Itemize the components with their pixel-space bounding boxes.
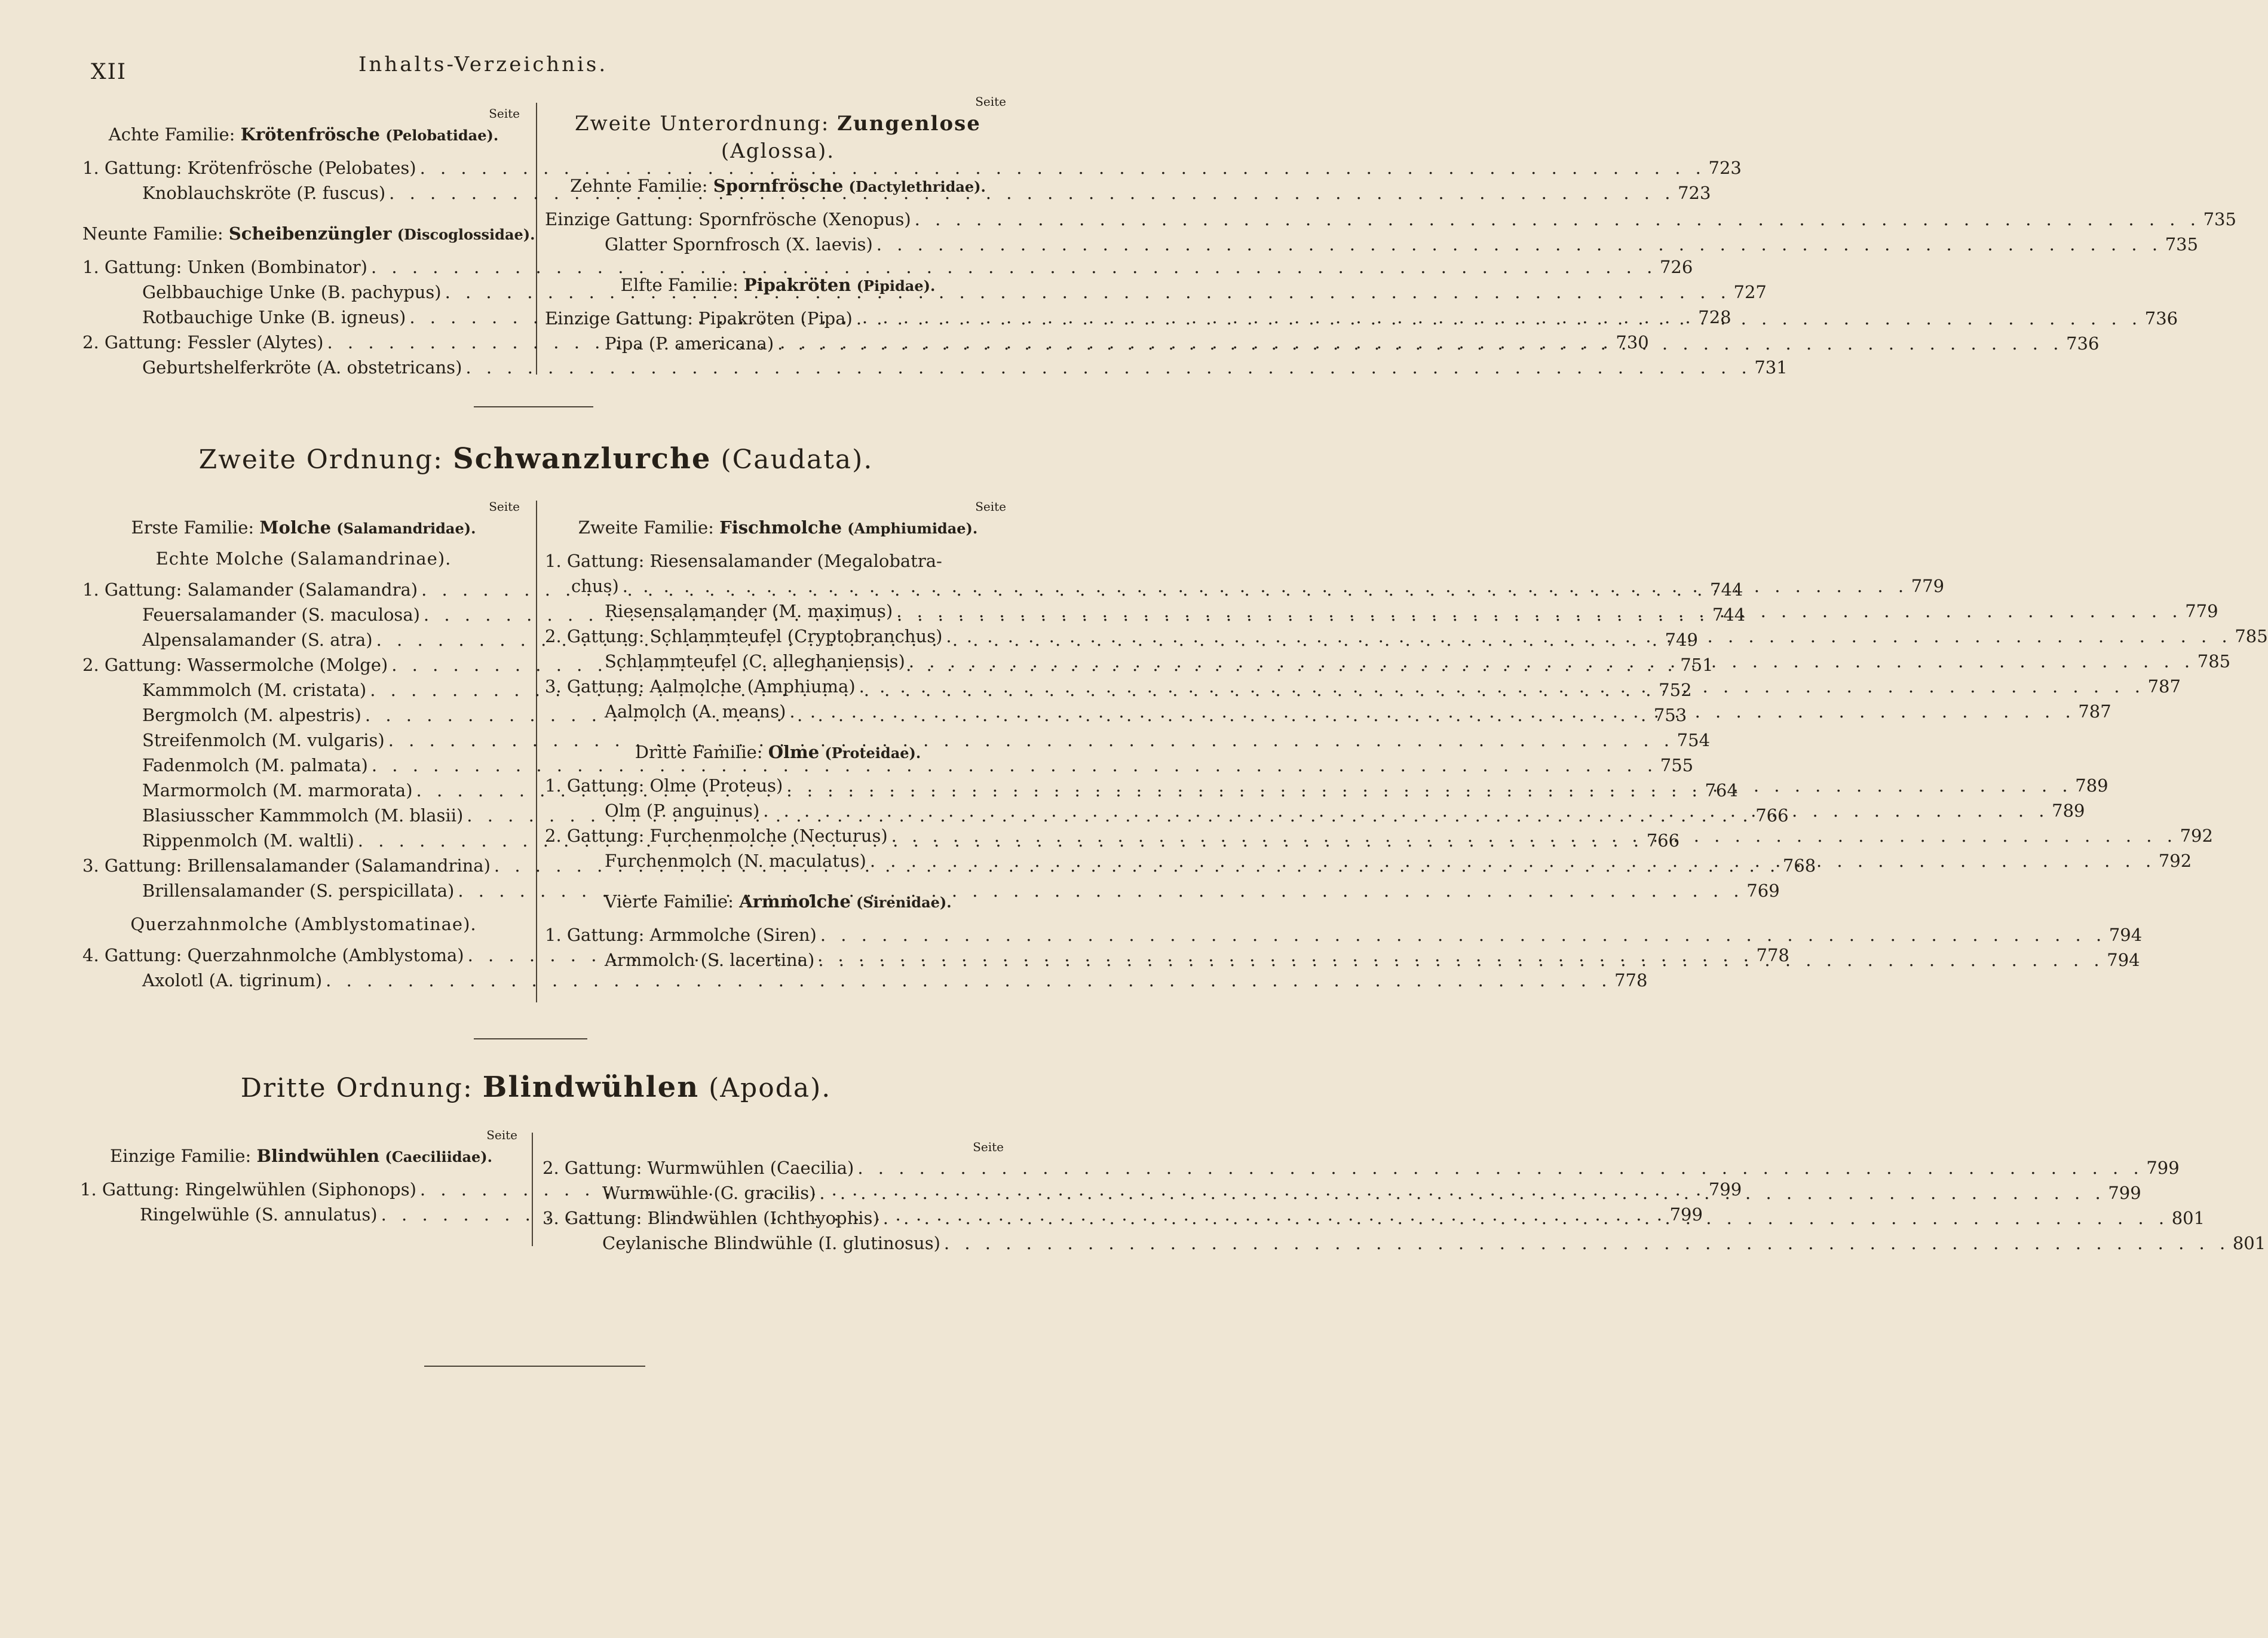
entry-text: Glatter Spornfrosch (X. laevis) <box>605 234 873 254</box>
page-ref: 730 <box>1616 332 1649 352</box>
family-latin: (Amphiumidae). <box>847 520 978 537</box>
entry-text: 1. Gattung: Salamander (Salamandra) <box>82 579 418 600</box>
toc-entry <box>545 548 1011 573</box>
family-heading <box>82 124 525 145</box>
family-name: Scheibenzüngler <box>228 223 392 244</box>
entry-text: Armmolch (S. lacertina) <box>605 950 815 970</box>
entry-text: Ringelwühle (S. annulatus) <box>140 1204 378 1225</box>
entry-text: 2. Gattung: Wurmwühlen (Caecilia) <box>543 1158 854 1178</box>
entry-text: Riesensalamander (M. maximus) <box>605 601 893 621</box>
entry-text: Fadenmolch (M. palmata) <box>142 755 368 775</box>
family-prefix: Erste Familie: <box>131 517 255 538</box>
family-name: Armmolche <box>739 891 851 912</box>
entry-text: Axolotl (A. tigrinum) <box>142 970 323 990</box>
page-ref: 749 <box>1665 630 1698 650</box>
family-heading <box>82 517 525 538</box>
page-ref: 799 <box>2108 1183 2141 1203</box>
family-name: Olme <box>768 742 820 762</box>
page-ref: 785 <box>2235 626 2268 646</box>
entry-text: 1. Gattung: Krötenfrösche (Pelobates) <box>82 158 416 178</box>
leader-dots <box>786 699 2075 724</box>
family-name: Fischmolche <box>719 517 842 538</box>
family-name: Blindwühlen <box>256 1146 380 1166</box>
page-ref: 768 <box>1782 855 1816 876</box>
family-latin: (Discoglossidae). <box>397 226 535 243</box>
leader-dots <box>856 674 2145 699</box>
suborder-prefix: Zweite Unterordnung: <box>575 112 830 136</box>
order-prefix: Zweite Ordnung: <box>198 444 443 475</box>
seite-label: Seite <box>975 499 1006 514</box>
leader-dots <box>940 1231 2230 1256</box>
page-ref: 794 <box>2108 925 2143 945</box>
entry-text: 1. Gattung: Ringelwühlen (Siphonops) <box>80 1179 416 1200</box>
entry-text: Olm (P. anguinus) <box>605 800 760 821</box>
page-ref: 779 <box>2185 601 2218 621</box>
page-ref: 778 <box>1614 970 1648 990</box>
page-ref: 779 <box>1911 576 1945 596</box>
entry-text: Aalmolch (A. means) <box>605 701 786 722</box>
page-ref: 766 <box>1755 805 1789 826</box>
page-ref: 766 <box>1646 830 1680 851</box>
entry-text: Knoblauchskröte (P. fuscus) <box>142 183 386 203</box>
leader-dots <box>888 823 2177 848</box>
page-ref: 744 <box>1712 605 1746 625</box>
toc-entry <box>545 922 2143 947</box>
family-latin: (Proteidae). <box>825 744 921 762</box>
leader-dots <box>866 848 2156 873</box>
entry-text: Geburtshelferkröte (A. obstetricans) <box>142 357 462 378</box>
entry-text: Feuersalamander (S. maculosa) <box>142 605 420 625</box>
suborder-name: Zungenlose <box>837 112 981 136</box>
leader-dots <box>814 947 2104 973</box>
page-ref: 799 <box>2146 1158 2180 1178</box>
section-rule <box>474 1038 587 1039</box>
leader-dots <box>759 798 2049 823</box>
toc-entry <box>82 254 1693 280</box>
family-prefix: Dritte Familie: <box>635 742 763 762</box>
page-ref: 728 <box>1698 307 1731 327</box>
entry-text: Gelbbauchige Unke (B. pachypus) <box>142 282 442 302</box>
order-latin: (Caudata). <box>721 444 874 475</box>
family-name: Spornfrösche <box>713 176 844 196</box>
toc-entry <box>82 968 1648 993</box>
family-latin: (Salamandridae). <box>336 520 476 537</box>
page-ref: 792 <box>2180 826 2213 846</box>
toc-entry <box>543 1231 2266 1256</box>
entry-text: Bergmolch (M. alpestris) <box>142 705 361 725</box>
family-prefix: Zehnte Familie: <box>570 176 708 196</box>
entry-text: Ceylanische Blindwühle (I. glutinosus) <box>602 1233 940 1253</box>
order-latin: (Apoda). <box>709 1073 832 1103</box>
page-ref: 787 <box>2147 676 2181 697</box>
seite-label: Seite <box>489 499 520 514</box>
toc-entry <box>543 1155 2180 1180</box>
entry-text: Marmormolch (M. marmorata) <box>142 780 413 800</box>
page-ref: 778 <box>1756 945 1789 965</box>
family-heading <box>545 176 1011 196</box>
entry-text: Brillensalamander (S. perspicillata) <box>142 881 455 901</box>
entry-text: 1. Gattung: Olme (Proteus) <box>545 775 783 796</box>
page-ref: 789 <box>2052 800 2085 821</box>
entry-text: Schlammteufel (C. alleghaniensis) <box>605 651 905 671</box>
leader-dots <box>816 1180 2105 1206</box>
family-name: Molche <box>259 517 332 538</box>
page-ref: 744 <box>1710 579 1743 600</box>
page-ref: 789 <box>2075 775 2108 796</box>
entry-text: chus) <box>571 576 619 596</box>
page-ref: 731 <box>1754 357 1788 378</box>
family-prefix: Zweite Familie: <box>578 517 714 538</box>
entry-text: Alpensalamander (S. atra) <box>142 630 373 650</box>
page-ref: 752 <box>1659 680 1692 700</box>
page-ref: 792 <box>2158 851 2192 871</box>
suborder-latin: (Aglossa). <box>721 139 835 163</box>
leader-dots <box>873 232 2162 257</box>
page-ref: 764 <box>1705 780 1738 800</box>
entry-text: Kammmolch (M. cristata) <box>142 680 367 700</box>
family-latin: (Sirenidae). <box>856 894 952 911</box>
entry-list <box>543 1155 2266 1256</box>
leader-dots <box>619 573 1908 599</box>
family-prefix: Einzige Familie: <box>109 1146 252 1166</box>
page-ref: 754 <box>1677 730 1711 750</box>
section-rule <box>474 406 593 407</box>
toc-entry <box>82 155 1742 180</box>
entry-text: 1. Gattung: Riesensalamander (Megalobatra- <box>545 551 942 571</box>
page-ref: 735 <box>2165 234 2199 254</box>
leader-dots <box>783 773 2072 798</box>
family-latin: (Pipidae). <box>856 277 936 295</box>
family-prefix: Vierte Familie: <box>604 891 734 912</box>
leader-dots <box>893 599 2182 624</box>
entry-text: 2. Gattung: Wassermolche (Molge) <box>82 655 388 675</box>
entry-text: 4. Gattung: Querzahnmolche (Amblystoma) <box>82 945 464 965</box>
page-number: XII <box>91 60 127 84</box>
seite-label: Seite <box>975 94 1006 109</box>
toc-entry <box>545 232 2199 257</box>
page-ref: 751 <box>1680 655 1714 675</box>
entry-text: 3. Gattung: Brillensalamander (Salamandrina) <box>82 855 491 876</box>
entry-text: Pipa (P. americana) <box>605 333 774 354</box>
entry-text: 1. Gattung: Unken (Bombinator) <box>82 257 367 277</box>
family-prefix: Elfte Familie: <box>620 275 738 295</box>
order-name: Blindwühlen <box>482 1070 700 1104</box>
leader-dots <box>817 922 2106 947</box>
block3-right-column <box>543 1140 2266 1256</box>
leader-dots <box>854 1155 2143 1180</box>
family-heading <box>545 517 1011 538</box>
seite-label: Seite <box>489 106 520 121</box>
family-prefix: Achte Familie: <box>108 124 235 145</box>
toc-entry <box>82 355 1788 380</box>
entry-text: Streifenmolch (M. vulgaris) <box>142 730 385 750</box>
entry-text: 3. Gattung: Blindwühlen (Ichthyophis) <box>543 1208 879 1228</box>
family-heading <box>545 742 1011 762</box>
entry-text: Einzige Gattung: Pipakröten (Pipa) <box>545 308 853 329</box>
entry-text: 2. Gattung: Fessler (Alytes) <box>82 332 324 352</box>
family-name: Pipakröten <box>743 275 851 295</box>
family-name: Krötenfrösche <box>240 124 380 145</box>
page-ref: 799 <box>1708 1179 1742 1200</box>
leader-dots <box>942 624 2232 649</box>
entry-text: Einzige Gattung: Spornfrösche (Xenopus) <box>545 209 911 229</box>
page-ref: 736 <box>2066 333 2100 354</box>
page-ref: 723 <box>1678 183 1711 203</box>
page-ref: 753 <box>1653 705 1687 725</box>
leader-dots <box>462 355 1751 380</box>
family-latin: (Caeciliidae). <box>385 1148 493 1165</box>
family-heading <box>545 891 1011 912</box>
page-ref: 787 <box>2078 701 2111 722</box>
entry-text: Rippenmolch (M. waltli) <box>142 830 354 851</box>
toc-entry <box>543 1180 2141 1206</box>
entry-list <box>545 207 2236 257</box>
page-ref: 785 <box>2197 651 2231 671</box>
page-ref: 769 <box>1746 881 1780 901</box>
entry-text: Wurmwühle (C. gracilis) <box>602 1183 816 1203</box>
page-ref: 726 <box>1659 257 1693 277</box>
page-ref: 801 <box>2232 1233 2266 1253</box>
order-heading <box>0 442 1072 476</box>
end-rule <box>424 1366 645 1367</box>
entry-text: Blasiusscher Kammmolch (M. blasii) <box>142 805 464 826</box>
family-prefix: Neunte Familie: <box>82 223 223 244</box>
page-ref: 801 <box>2171 1208 2205 1228</box>
leader-dots <box>911 207 2200 232</box>
page-ref: 736 <box>2144 308 2178 329</box>
entry-text: 1. Gattung: Armmolche (Siren) <box>545 925 817 945</box>
entry-text: Rotbauchige Unke (B. igneus) <box>142 307 406 327</box>
family-latin: (Pelobatidae). <box>385 127 499 144</box>
order-prefix: Dritte Ordnung: <box>240 1073 473 1103</box>
entry-text: 3. Gattung: Aalmolche (Amphiuma) <box>545 676 856 697</box>
family-heading <box>80 1146 522 1166</box>
family-latin: (Dactylethridae). <box>848 178 986 195</box>
page-ref: 799 <box>1669 1204 1703 1225</box>
page-ref: 735 <box>2203 209 2236 229</box>
seite-label: Seite <box>973 1140 1004 1154</box>
page-ref: 727 <box>1733 282 1767 302</box>
order-heading <box>0 1070 1072 1104</box>
order-name: Schwanzlurche <box>453 442 712 476</box>
page-ref: 755 <box>1660 755 1694 775</box>
family-heading <box>82 223 535 244</box>
page-ref: 794 <box>2107 950 2140 970</box>
leader-dots <box>774 331 2063 356</box>
entry-text: 2. Gattung: Furchenmolche (Necturus) <box>545 826 888 846</box>
page-ref: 723 <box>1708 158 1742 178</box>
seite-label: Seite <box>486 1128 517 1142</box>
running-head: Inhalts-Verzeichnis. <box>358 53 608 76</box>
family-heading <box>545 275 1011 295</box>
toc-entry <box>545 207 2236 232</box>
leader-dots <box>853 306 2142 331</box>
subfamily-heading: Querzahnmolche (Amblystomatinae). <box>130 914 477 934</box>
leader-dots <box>879 1206 2169 1231</box>
entry-text: 2. Gattung: Schlammteufel (Cryptobranchus) <box>545 626 943 646</box>
suborder-heading <box>545 110 1011 137</box>
entry-text: Furchenmolch (N. maculatus) <box>605 851 866 871</box>
subfamily-heading: Echte Molche (Salamandrinae). <box>155 548 452 569</box>
leader-dots <box>905 649 2195 674</box>
